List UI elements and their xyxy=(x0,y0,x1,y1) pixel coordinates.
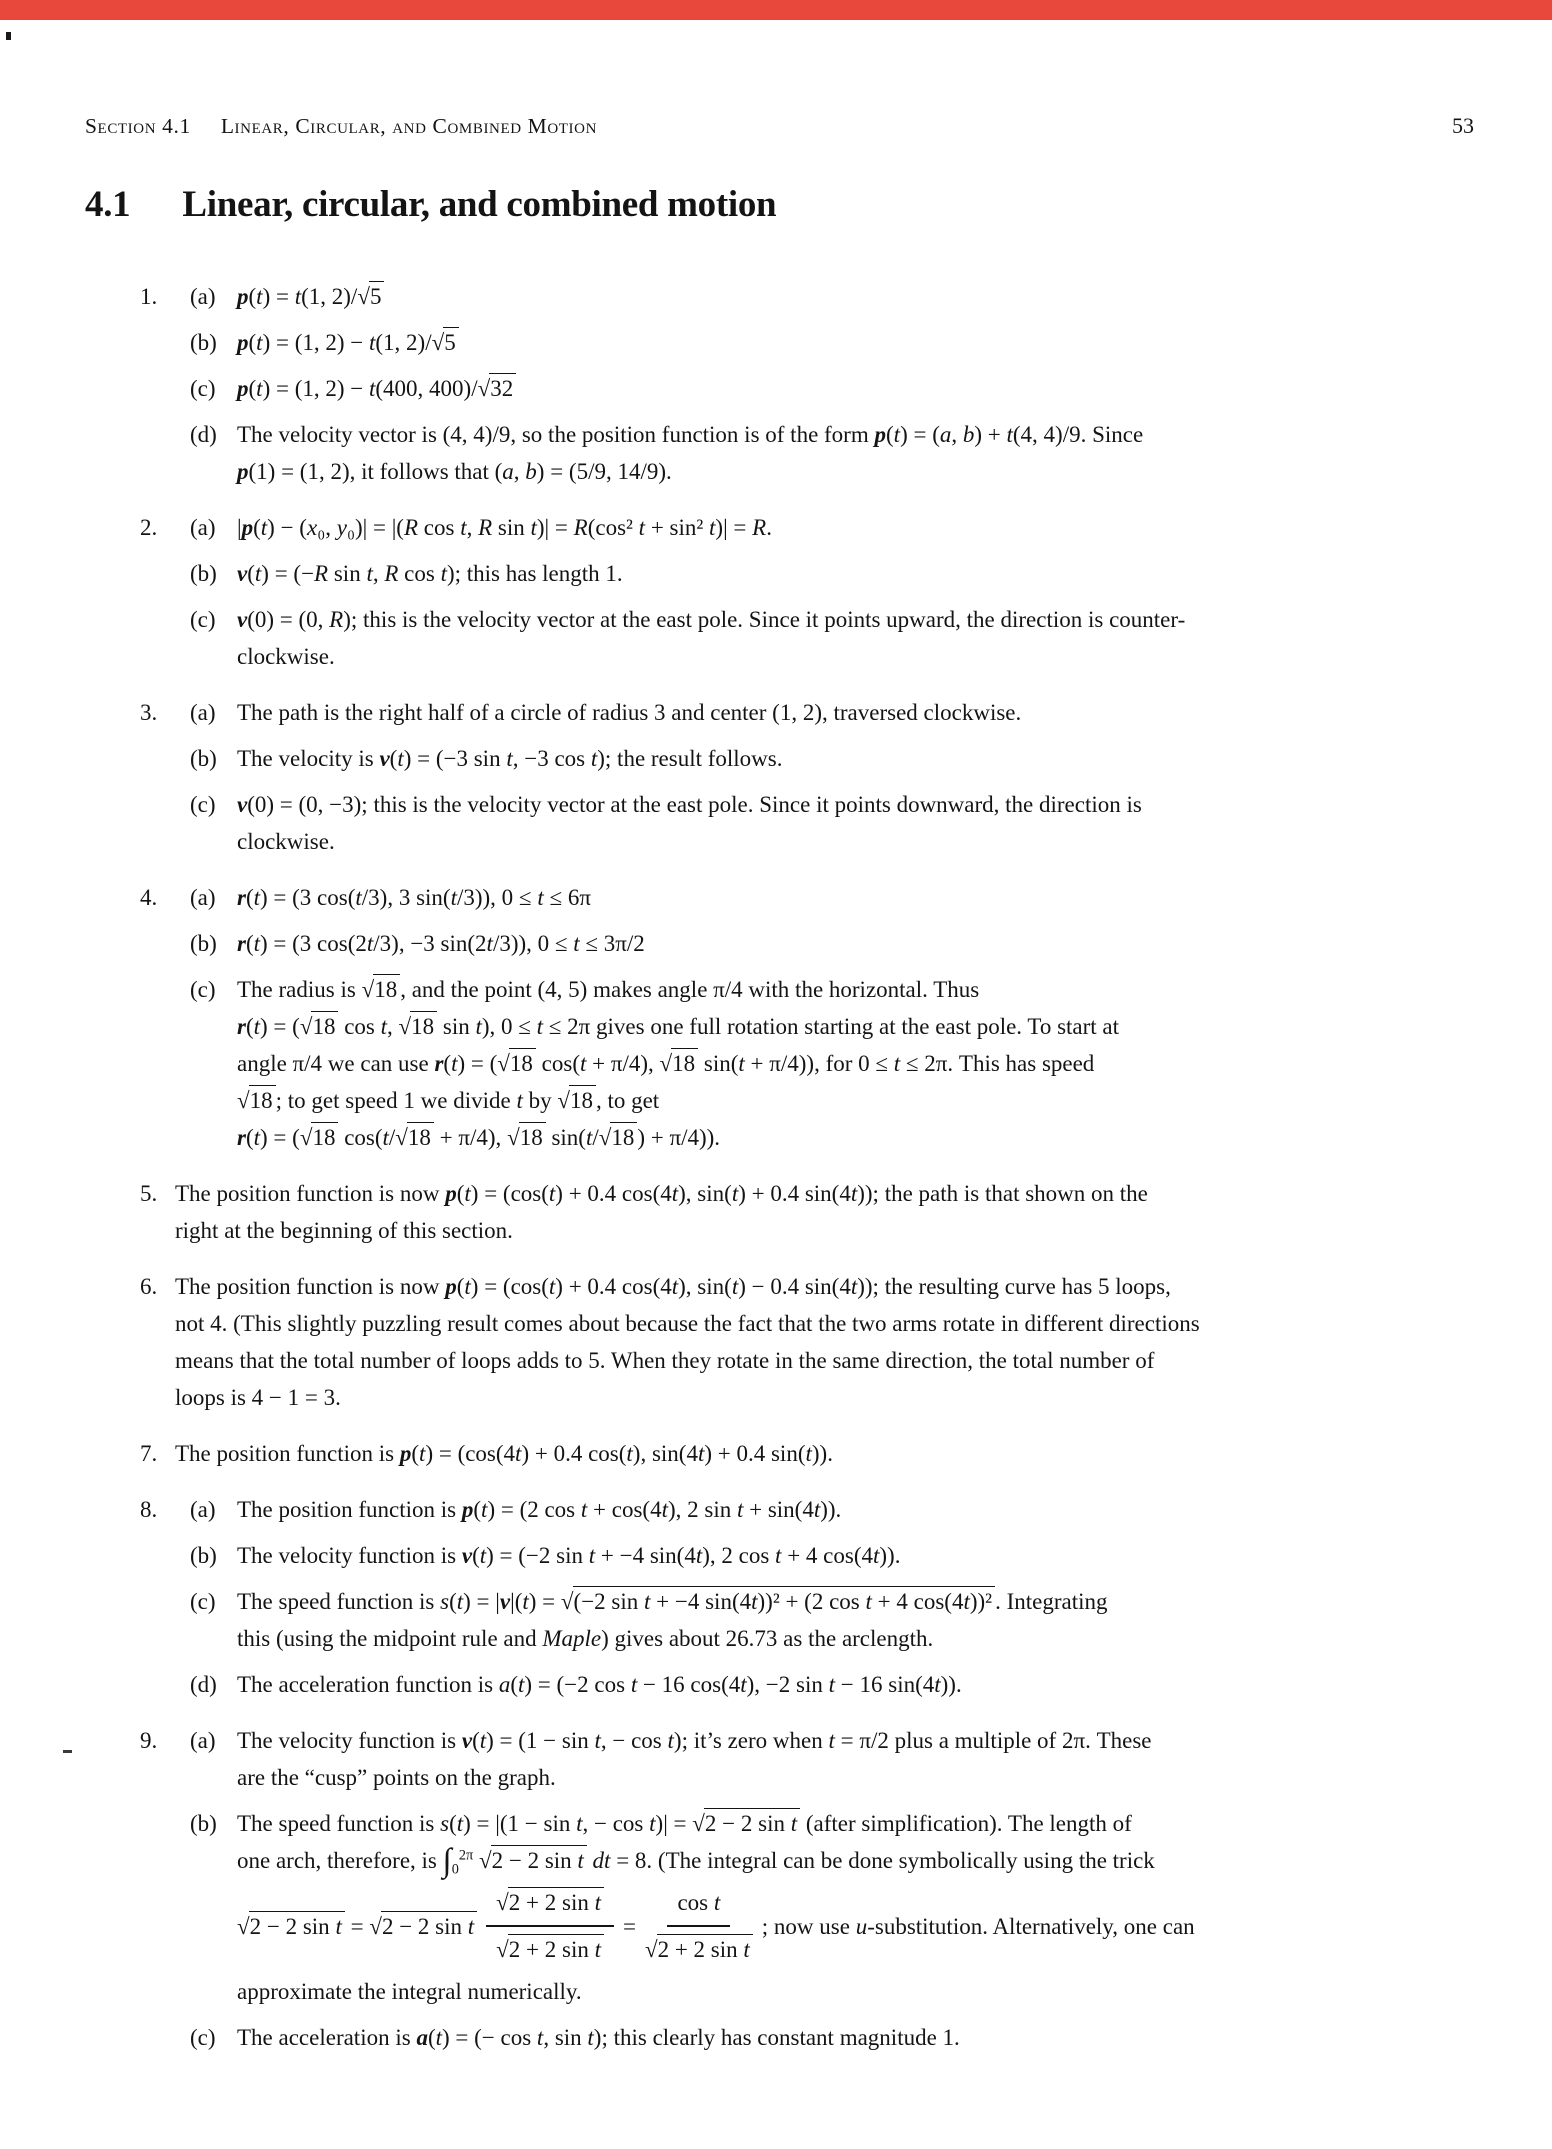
text-line: The position function is p(t) = (2 cos t + cos(4t), 2 sin t + sin(4t)). xyxy=(237,1497,842,1522)
radical: √2 − 2 sin t xyxy=(692,1808,800,1836)
solution-part xyxy=(175,1537,1482,1574)
problem-number: 3. xyxy=(140,700,158,725)
text-line: angle π/4 we can use r(t) = (√18 cos(t + π/4), √18 sin(t + π/4)), for 0 ≤ t ≤ 2π. This has speed xyxy=(237,1045,1482,1082)
text-line: are the “cusp” points on the graph. xyxy=(237,1765,556,1790)
part-label: (c) xyxy=(190,977,216,1002)
part-label: (c) xyxy=(190,607,216,632)
part-text xyxy=(237,925,1482,962)
problem-number: 8. xyxy=(140,1497,158,1522)
part-text xyxy=(237,555,1482,592)
text-line: p(t) = (1, 2) − t(400, 400)/√32 xyxy=(237,370,1482,407)
solution-part xyxy=(175,1722,1482,1796)
solution-part xyxy=(175,1666,1482,1703)
solution-part xyxy=(175,555,1482,592)
scan-speck xyxy=(63,1750,72,1753)
text-line: The acceleration function is a(t) = (−2 cos t − 16 cos(4t), −2 sin t − 16 sin(4t)). xyxy=(237,1672,962,1697)
radical: √2 + 2 sin t xyxy=(496,1934,604,1962)
problem-2 xyxy=(140,509,1482,684)
running-header xyxy=(0,0,1552,139)
solution-part xyxy=(175,740,1482,777)
text-line: one arch, therefore, is $\int_0^{2\pi}$ √2 − 2 sin t dt = 8. (The integral can be done symbolically using the trick xyxy=(237,1842,1155,1879)
part-text xyxy=(237,416,1482,490)
solution-part xyxy=(175,1175,1482,1249)
text-line: p(t) = t(1, 2)/√5 xyxy=(237,278,1482,315)
solution-part xyxy=(175,1268,1482,1416)
text-line: The speed function is s(t) = |v|(t) = √(−2 sin t + −4 sin(4t))² + (2 cos t + 4 cos(4t))² . Integrating xyxy=(237,1583,1482,1620)
part-text xyxy=(237,370,1482,407)
part-text xyxy=(237,1666,1482,1703)
text-line: clockwise. xyxy=(237,644,335,669)
solution-part xyxy=(175,2019,1482,2056)
solution-part xyxy=(175,509,1482,546)
problem-body xyxy=(175,694,1482,869)
problem-body xyxy=(175,1722,1482,2065)
problem-number: 5. xyxy=(140,1181,158,1206)
part-text xyxy=(237,601,1482,675)
problem-number: 2. xyxy=(140,515,158,540)
top-accent-bar xyxy=(0,0,1552,20)
scan-speck xyxy=(6,32,11,40)
radical: √(−2 sin t + −4 sin(4t))² + (2 cos t + 4 cos(4t))² xyxy=(561,1586,995,1614)
text-line: √18 ; to get speed 1 we divide t by √18 , to get xyxy=(237,1082,1482,1119)
solution-part xyxy=(175,1583,1482,1657)
section-title xyxy=(85,183,1552,226)
part-label: (c) xyxy=(190,2025,216,2050)
text-line: p(1) = (1, 2), it follows that (a, b) = (5/9, 14/9). xyxy=(237,459,672,484)
fraction xyxy=(645,1884,753,1968)
solution-part xyxy=(175,1491,1482,1528)
text-line: The speed function is s(t) = |(1 − sin t, − cos t)| = √2 − 2 sin t (after simplification). The length of xyxy=(237,1805,1482,1842)
part-text xyxy=(237,1583,1482,1657)
fraction-denominator xyxy=(645,1927,753,1968)
problem-number: 7. xyxy=(140,1441,158,1466)
problem-9 xyxy=(140,1722,1482,2065)
problem-body xyxy=(175,1175,1482,1258)
radical: √32 xyxy=(478,373,517,401)
problem-body xyxy=(175,879,1482,1165)
part-text xyxy=(175,1435,1482,1472)
part-text xyxy=(237,1491,1482,1528)
part-label: (b) xyxy=(190,931,217,956)
radical: √2 − 2 sin t xyxy=(369,1911,477,1939)
section-number: 4.1 xyxy=(85,184,131,225)
part-label: (b) xyxy=(190,330,217,355)
part-label: (a) xyxy=(190,284,216,309)
text-line: r(t) = (3 cos(2t/3), −3 sin(2t/3)), 0 ≤ t ≤ 3π/2 xyxy=(237,931,645,956)
text-line: v(0) = (0, R); this is the velocity vector at the east pole. Since it points upward, the direction is counter- xyxy=(237,607,1186,632)
text-line: The velocity vector is (4, 4)/9, so the position function is of the form p(t) = (a, b) + t(4, 4)/9. Since xyxy=(237,422,1144,447)
part-label: (c) xyxy=(190,376,216,401)
part-label: (b) xyxy=(190,746,217,771)
part-text xyxy=(237,694,1482,731)
text-line: The velocity function is v(t) = (−2 sin t + −4 sin(4t), 2 cos t + 4 cos(4t)). xyxy=(237,1543,901,1568)
text-line: loops is 4 − 1 = 3. xyxy=(175,1385,341,1410)
fraction-numerator: cos t xyxy=(667,1884,730,1927)
text-line: this (using the midpoint rule and Maple) gives about 26.73 as the arclength. xyxy=(237,1626,934,1651)
text-line: v(t) = (−R sin t, R cos t); this has length 1. xyxy=(237,561,623,586)
solution-part xyxy=(175,1805,1482,2010)
part-label: (a) xyxy=(190,1497,216,1522)
radical: √18 xyxy=(395,1122,434,1150)
part-text xyxy=(237,509,1482,546)
radical: √18 xyxy=(557,1085,596,1113)
equation-segment: √2 − 2 sin t = √2 − 2 sin t xyxy=(237,1908,477,1945)
text-line: The position function is p(t) = (cos(4t) + 0.4 cos(t), sin(4t) + 0.4 sin(t)). xyxy=(175,1441,833,1466)
solution-part xyxy=(175,879,1482,916)
problem-3 xyxy=(140,694,1482,869)
part-text xyxy=(237,2019,1482,2056)
radical: √18 xyxy=(660,1048,699,1076)
radical: √2 − 2 sin t xyxy=(237,1911,345,1939)
solution-part xyxy=(175,370,1482,407)
part-label: (c) xyxy=(190,1589,216,1614)
solution-part xyxy=(175,416,1482,490)
solution-part xyxy=(175,278,1482,315)
part-text xyxy=(237,879,1482,916)
problem-1 xyxy=(140,278,1482,499)
problem-7 xyxy=(140,1435,1482,1481)
part-text xyxy=(237,1537,1482,1574)
text-line: not 4. (This slightly puzzling result comes about because the fact that the two arms rotate in different directions xyxy=(175,1311,1200,1336)
running-header-left xyxy=(85,114,597,139)
text-line: |p(t) − (x₀, y₀)| = |(R cos t, R sin t)| = R(cos² t + sin² t)| = R. xyxy=(237,515,772,540)
text-line: The velocity is v(t) = (−3 sin t, −3 cos t); the result follows. xyxy=(237,746,783,771)
text-line: approximate the integral numerically. xyxy=(237,1979,582,2004)
text-line: r(t) = (√18 cos(t/√18 + π/4), √18 sin(t/√18 ) + π/4)). xyxy=(237,1119,1482,1156)
solutions-list xyxy=(140,278,1482,2065)
problem-body xyxy=(175,509,1482,684)
radical: √2 − 2 sin t xyxy=(479,1845,587,1873)
part-label: (a) xyxy=(190,700,216,725)
text-line: r(t) = (√18 cos t, √18 sin t), 0 ≤ t ≤ 2π gives one full rotation starting at the east pole. To start at xyxy=(237,1008,1482,1045)
problem-number: 6. xyxy=(140,1274,158,1299)
part-label: (b) xyxy=(190,1811,217,1836)
part-label: (a) xyxy=(190,885,216,910)
chapter-title: Linear, Circular, and Combined Motion xyxy=(220,114,598,138)
problem-8 xyxy=(140,1491,1482,1712)
radical: √18 xyxy=(497,1048,536,1076)
part-label: (c) xyxy=(190,792,216,817)
part-text xyxy=(237,1722,1482,1796)
section-title-text: Linear, circular, and combined motion xyxy=(182,184,777,225)
problem-body xyxy=(175,278,1482,499)
solution-part xyxy=(175,324,1482,361)
problem-number: 4. xyxy=(140,885,158,910)
text-line: clockwise. xyxy=(237,829,335,854)
part-label: (a) xyxy=(190,515,216,540)
text-line: v(0) = (0, −3); this is the velocity vector at the east pole. Since it points downward, the direction is xyxy=(237,792,1142,817)
equation-segment: = xyxy=(622,1913,636,1939)
fraction-numerator xyxy=(486,1884,614,1927)
solution-part xyxy=(175,786,1482,860)
solution-part xyxy=(175,694,1482,731)
part-label: (d) xyxy=(190,1672,217,1697)
problem-body xyxy=(175,1491,1482,1712)
problem-5 xyxy=(140,1175,1482,1258)
problem-number: 9. xyxy=(140,1728,158,1753)
text-line: r(t) = (3 cos(t/3), 3 sin(t/3)), 0 ≤ t ≤ 6π xyxy=(237,885,591,910)
part-text xyxy=(237,740,1482,777)
radical: √2 + 2 sin t xyxy=(496,1887,604,1915)
part-text xyxy=(175,1268,1482,1416)
display-equation xyxy=(237,1879,1482,1973)
solution-part xyxy=(175,925,1482,962)
solution-part xyxy=(175,601,1482,675)
text-line: The radius is √18 , and the point (4, 5) makes angle π/4 with the horizontal. Thus xyxy=(237,971,1482,1008)
part-label: (b) xyxy=(190,1543,217,1568)
part-label: (a) xyxy=(190,1728,216,1753)
part-text xyxy=(237,324,1482,361)
radical: √18 xyxy=(300,1011,339,1039)
problem-number: 1. xyxy=(140,284,158,309)
text-line: The acceleration is a(t) = (− cos t, sin t); this clearly has constant magnitude 1. xyxy=(237,2025,960,2050)
radical: √18 xyxy=(237,1085,276,1113)
text-line: The path is the right half of a circle of radius 3 and center (1, 2), traversed clockwise. xyxy=(237,700,1022,725)
problem-body xyxy=(175,1435,1482,1481)
radical: √18 xyxy=(362,974,401,1002)
text-line: The position function is now p(t) = (cos(t) + 0.4 cos(4t), sin(t) + 0.4 sin(4t)); the path is that shown on the xyxy=(175,1181,1148,1206)
radical: √5 xyxy=(357,281,384,309)
radical: √5 xyxy=(432,327,459,355)
page-number: 53 xyxy=(1452,113,1474,138)
text-line: The velocity function is v(t) = (1 − sin t, − cos t); it’s zero when t = π/2 plus a multiple of 2π. These xyxy=(237,1728,1152,1753)
text-line: means that the total number of loops adds to 5. When they rotate in the same direction, the total number of xyxy=(175,1348,1155,1373)
radical: √18 xyxy=(399,1011,438,1039)
part-text xyxy=(237,278,1482,315)
problem-body xyxy=(175,1268,1482,1425)
radical: √18 xyxy=(507,1122,546,1150)
solution-part xyxy=(175,1435,1482,1472)
part-text xyxy=(237,786,1482,860)
fraction xyxy=(486,1884,614,1968)
equation-segment: ; now use u-substitution. Alternatively, one can xyxy=(761,1913,1195,1939)
part-text xyxy=(237,1805,1482,2010)
solution-part xyxy=(175,971,1482,1156)
problem-6 xyxy=(140,1268,1482,1425)
text-line: p(t) = (1, 2) − t(1, 2)/√5 xyxy=(237,324,1482,361)
part-label: (b) xyxy=(190,561,217,586)
section-label: Section 4.1 xyxy=(85,114,191,138)
part-text xyxy=(237,971,1482,1156)
text-line: right at the beginning of this section. xyxy=(175,1218,513,1243)
radical: √18 xyxy=(599,1122,638,1150)
radical: √2 + 2 sin t xyxy=(645,1934,753,1962)
text-line: The position function is now p(t) = (cos(t) + 0.4 cos(4t), sin(t) − 0.4 sin(4t)); the resulting curve has 5 loops, xyxy=(175,1274,1171,1299)
part-text xyxy=(175,1175,1482,1249)
radical: √18 xyxy=(300,1122,339,1150)
fraction-denominator xyxy=(496,1927,604,1968)
problem-4 xyxy=(140,879,1482,1165)
part-label: (d) xyxy=(190,422,217,447)
